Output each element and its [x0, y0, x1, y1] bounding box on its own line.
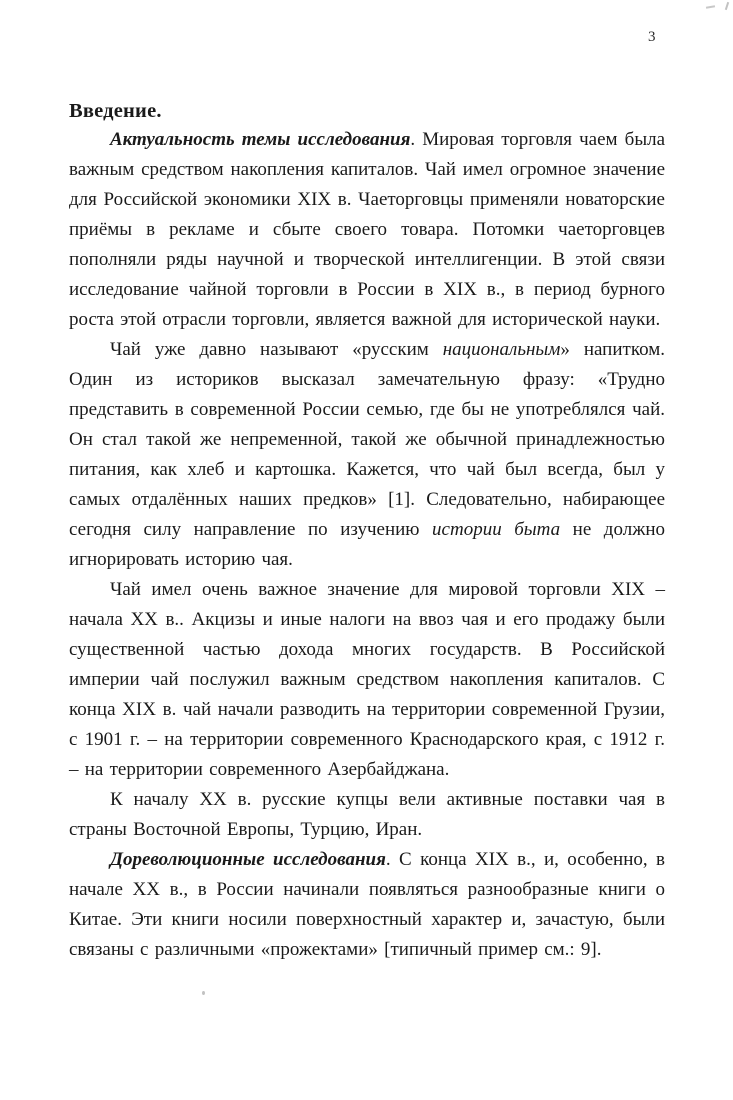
- text-segment: . Мировая торговля чаем была важным средством накопления капиталов. Чай имел огромное значение для Российской экономики XIX в. Чаеторговцы применяли новаторские приёмы в рекламе и сбыте своего товара. Потомки чаеторговцев пополняли ряды научной и творческой интеллигенции. В этой связи исследование чайной торговли в России в XIX в., в период бурного роста этой отрасли торговли, является важной для исторической науки.: [69, 129, 666, 330]
- paragraph: [69, 575, 665, 785]
- scan-artifact-dot: [202, 991, 205, 995]
- text-segment: » напитком. Один из историков высказал замечательную фразу: «Трудно представить в современной России семью, где бы не употреблялся чай. Он стал такой же непременной, такой же обычной принадлежностью питания, как хлеб и картошка. Кажется, что чай был всегда, был у самых отдалённых наших предков» [1]. Следовательно, набирающее сегодня силу направление по изучению: [69, 339, 666, 540]
- paragraph: [69, 125, 665, 335]
- paragraph: [69, 785, 665, 845]
- section-heading: Введение.: [69, 100, 162, 122]
- text-segment: национальным: [442, 339, 561, 360]
- document-content: [69, 98, 665, 965]
- scan-artifact-tick: [725, 2, 729, 10]
- text-segment: Актуальность темы исследования: [110, 129, 411, 150]
- text-segment: не должно игнорировать историю чая.: [69, 519, 665, 570]
- paragraph: [69, 335, 665, 575]
- text-segment: К началу XX в. русские купцы вели активные поставки чая в страны Восточной Европы, Турцию, Иран.: [69, 789, 665, 840]
- text-segment: истории быта: [432, 519, 561, 540]
- text-segment: Чай имел очень важное значение для мировой торговли XIX – начала XX в.. Акцизы и иные налоги на ввоз чая и его продажу были существенной частью дохода многих государств. В Российской империи чай послужил важным средством накопления капиталов. С конца XIX в. чай начали разводить на территории современной Грузии, с 1901 г. – на территории современного Краснодарского края, с 1912 г. – на территории современного Азербайджана.: [69, 579, 665, 780]
- document-body: [69, 125, 665, 965]
- scan-artifact-dash: [706, 5, 715, 9]
- text-segment: . С конца XIX в., и, особенно, в начале XX в., в России начинали появляться разнообразные книги о Китае. Эти книги носили поверхностный характер и, зачастую, были связаны с различными «прожектами» [типичный пример см.: 9].: [69, 849, 665, 960]
- paragraph: [69, 845, 665, 965]
- text-segment: Дореволюционные исследования: [110, 849, 386, 870]
- text-segment: Чай уже давно называют «русским: [110, 339, 443, 360]
- page-number: 3: [648, 29, 656, 45]
